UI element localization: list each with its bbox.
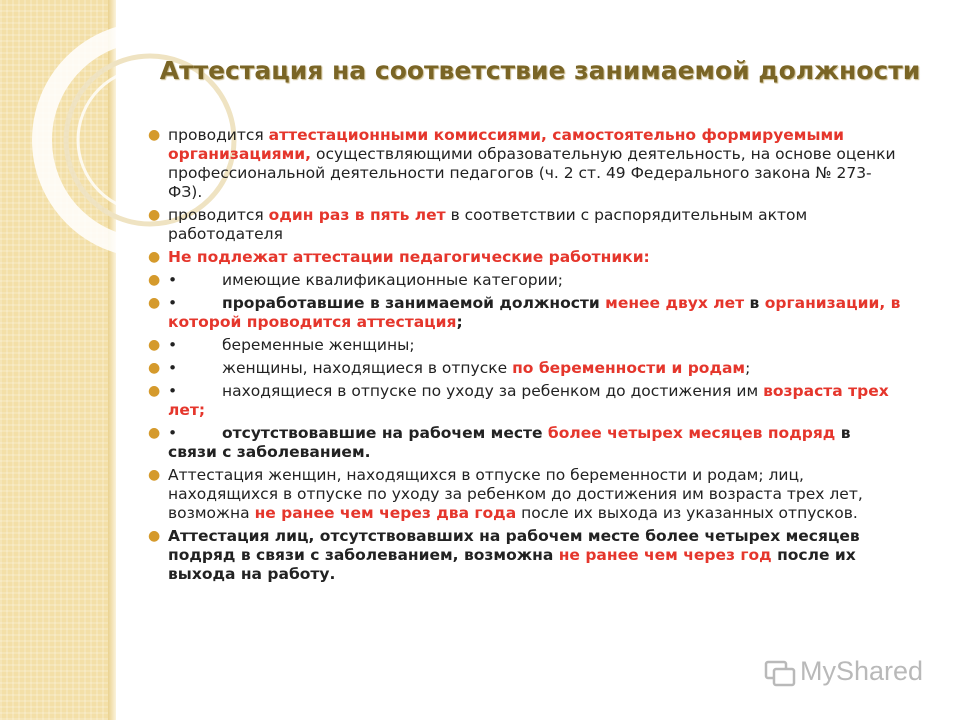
item-text: проработавшие в занимаемой должности: [222, 294, 606, 312]
item-text: после их выхода на работу.: [168, 546, 856, 583]
item-text: после их выхода из указанных отпусков.: [516, 504, 858, 522]
list-item: [144, 382, 904, 420]
watermark: [764, 656, 923, 688]
sub-bullet-icon: •: [168, 294, 178, 312]
sub-bullet-icon: •: [168, 382, 178, 400]
item-highlight: не ранее чем через два года: [254, 504, 517, 522]
item-highlight: возраста трех лет;: [168, 382, 889, 419]
sub-bullet-icon: •: [168, 271, 178, 289]
myshared-logo-icon: [764, 658, 796, 688]
bullet-icon: ●: [148, 467, 161, 483]
bullet-icon: ●: [148, 425, 161, 441]
list-item: [144, 336, 904, 355]
item-text: в: [744, 294, 765, 312]
item-text: имеющие квалификационные категории;: [222, 271, 563, 289]
list-item: [144, 359, 904, 378]
item-text: Аттестация женщин, находящихся в отпуске по беременности и родам; лиц, находящихся в отпуске по уходу за ребенком до достижения им возраста трех лет, возможна: [168, 466, 863, 522]
bullet-list: [144, 126, 904, 588]
bullet-icon: ●: [148, 528, 161, 544]
item-text: ;: [745, 359, 751, 377]
item-highlight: Не подлежат аттестации педагогические работники:: [168, 248, 650, 266]
list-item: [144, 294, 904, 332]
list-item: [144, 248, 904, 267]
list-item: [144, 466, 904, 523]
page-title: Аттестация на соответствие занимаемой должности: [159, 56, 921, 85]
item-text: ;: [456, 313, 463, 331]
item-highlight: менее двух лет: [605, 294, 745, 312]
list-item: [144, 424, 904, 462]
bullet-icon: ●: [148, 360, 161, 376]
item-text: женщины, находящиеся в отпуске: [222, 359, 513, 377]
item-highlight: не ранее чем через год: [558, 546, 772, 564]
sub-bullet-icon: •: [168, 424, 178, 442]
list-item: [144, 527, 904, 584]
list-item: [144, 206, 904, 244]
bullet-icon: ●: [148, 295, 161, 311]
sub-bullet-icon: •: [168, 336, 178, 354]
bullet-icon: ●: [148, 383, 161, 399]
list-item: [144, 126, 904, 202]
item-highlight: организации, в которой проводится аттестация: [168, 294, 901, 331]
item-highlight: по беременности и родам: [512, 359, 746, 377]
item-text: проводится: [168, 126, 269, 144]
item-text: в связи с заболеванием.: [168, 424, 851, 461]
watermark-text: MyShared: [800, 656, 924, 686]
bullet-icon: ●: [148, 127, 161, 143]
item-text: проводится: [168, 206, 269, 224]
item-text: осуществляющими образовательную деятельность, на основе оценки профессиональной деятельности педагогов (ч. 2 ст. 49 Федерального закона № 273-ФЗ).: [168, 145, 896, 201]
bullet-icon: ●: [148, 207, 161, 223]
bullet-icon: ●: [148, 337, 161, 353]
bullet-icon: ●: [148, 249, 161, 265]
item-highlight: один раз в пять лет: [268, 206, 446, 224]
bullet-icon: ●: [148, 272, 161, 288]
item-text: находящиеся в отпуске по уходу за ребенком до достижения им: [222, 382, 764, 400]
item-text: в соответствии с распорядительным актом работодателя: [168, 206, 808, 243]
item-highlight: аттестационными комиссиями, самостоятельно формируемыми организациями,: [168, 126, 845, 163]
item-text: отсутствовавшие на рабочем месте: [222, 424, 548, 442]
item-text: Аттестация лиц, отсутствовавших на рабочем месте более четырех месяцев подряд в связи с заболеванием, возможна: [168, 527, 860, 564]
item-text: беременные женщины;: [222, 336, 415, 354]
sub-bullet-icon: •: [168, 359, 178, 377]
item-highlight: более четырех месяцев подряд: [547, 424, 836, 442]
list-item: [144, 271, 904, 290]
